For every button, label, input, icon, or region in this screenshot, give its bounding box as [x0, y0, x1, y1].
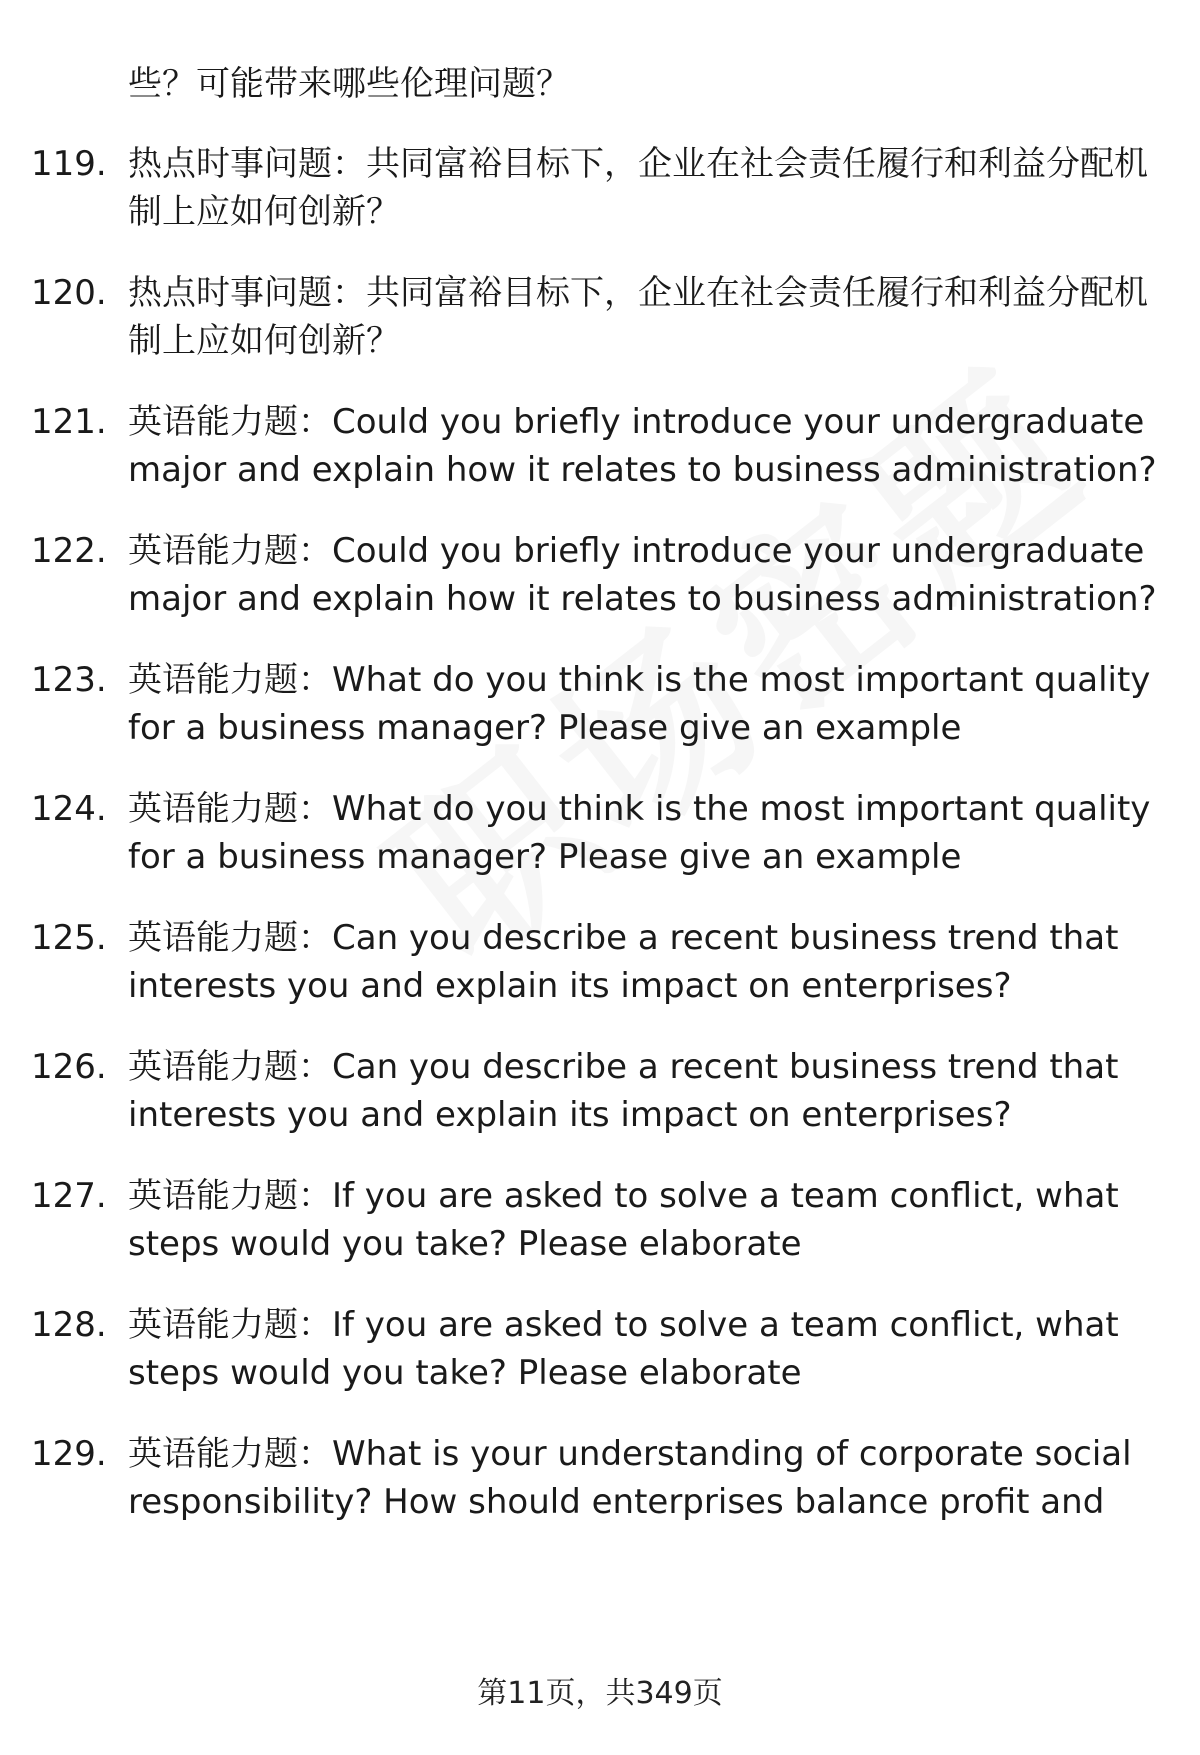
- question-number: 119.: [31, 144, 107, 184]
- question-text: 英语能力题：Can you describe a recent business trend that interests you and explain its impact on enterprises?: [128, 918, 1119, 1006]
- question-text: 英语能力题：Can you describe a recent business trend that interests you and explain its impact on enterprises?: [128, 1047, 1119, 1135]
- question-text: 英语能力题：What do you think is the most important quality for a business manager? Please give an example: [128, 660, 1151, 748]
- question-number: 125.: [31, 918, 107, 958]
- question-number: 129.: [31, 1434, 107, 1474]
- question-text: 热点时事问题：共同富裕目标下，企业在社会责任履行和利益分配机制上应如何创新？: [128, 144, 1148, 232]
- question-item: [0, 656, 1200, 752]
- question-item: [0, 527, 1200, 623]
- question-item: [0, 269, 1200, 365]
- question-item: [0, 785, 1200, 881]
- question-number: 122.: [31, 531, 107, 571]
- question-number: 123.: [31, 660, 107, 700]
- question-item: [0, 1043, 1200, 1139]
- question-number: 124.: [31, 789, 107, 829]
- question-text: 英语能力题：What is your understanding of corporate social responsibility? How should enterprises balance profit and: [128, 1434, 1132, 1522]
- question-item: [0, 398, 1200, 494]
- question-number: 121.: [31, 402, 107, 442]
- question-item: [0, 1430, 1200, 1526]
- question-item: [0, 1301, 1200, 1397]
- question-text: 热点时事问题：共同富裕目标下，企业在社会责任履行和利益分配机制上应如何创新？: [128, 273, 1148, 361]
- question-item: [0, 1172, 1200, 1268]
- question-number: 126.: [31, 1047, 107, 1087]
- question-item: [0, 140, 1200, 236]
- question-text: 英语能力题：If you are asked to solve a team conflict, what steps would you take? Please elaborate: [128, 1176, 1119, 1264]
- question-text: 英语能力题：Could you briefly introduce your undergraduate major and explain how it relates to business administration?: [128, 531, 1157, 619]
- continued-question-text: 些？可能带来哪些伦理问题？: [128, 64, 570, 104]
- question-item: [0, 914, 1200, 1010]
- question-number: 127.: [31, 1176, 107, 1216]
- question-text: 英语能力题：Could you briefly introduce your undergraduate major and explain how it relates to business administration?: [128, 402, 1157, 490]
- question-number: 128.: [31, 1305, 107, 1345]
- question-text: 英语能力题：What do you think is the most important quality for a business manager? Please give an example: [128, 789, 1151, 877]
- page-number-footer: 第11页，共349页: [477, 1676, 723, 1711]
- question-text: 英语能力题：If you are asked to solve a team conflict, what steps would you take? Please elaborate: [128, 1305, 1119, 1393]
- question-list: [0, 140, 1200, 1559]
- question-number: 120.: [31, 273, 107, 313]
